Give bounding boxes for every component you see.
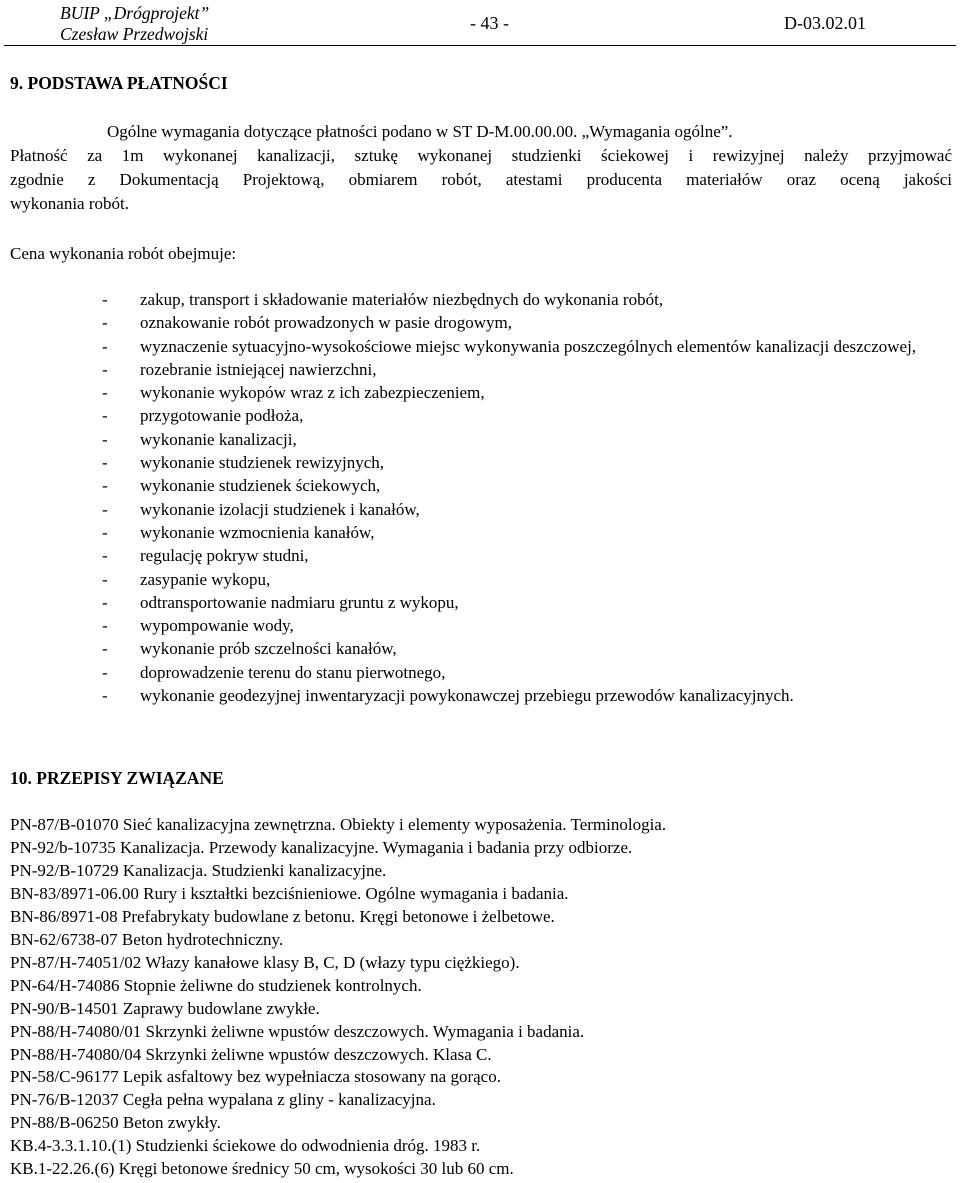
dash-bullet: - — [102, 476, 108, 496]
page-number: - 43 - — [470, 13, 509, 33]
header-author: Czesław Przedwojski — [60, 24, 209, 44]
dash-bullet: - — [102, 639, 108, 659]
standard-ref: KB.1-22.26.(6) Kręgi betonowe średnicy 50 cm, wysokości 30 lub 60 cm. — [10, 1159, 514, 1179]
dash-bullet: - — [102, 429, 108, 449]
standard-ref: BN-62/6738-07 Beton hydrotechniczny. — [10, 929, 284, 949]
dash-bullet: - — [102, 383, 108, 403]
cost-scope-list — [102, 288, 954, 707]
list-item: - oznakowanie robót prowadzonych w pasie drogowym, — [102, 311, 954, 334]
list-item: - rozebranie istniejącej nawierzchni, — [102, 358, 954, 381]
standard-ref: BN-83/8971-06.00 Rury i kształtki bezciśnieniowe. Ogólne wymagania i badania. — [10, 883, 569, 903]
standard-ref: PN-58/C-96177 Lepik asfaltowy bez wypełniacza stosowany na gorąco. — [10, 1067, 501, 1087]
standards-list — [10, 814, 950, 1181]
header-left — [60, 3, 209, 45]
section-9-body — [10, 144, 952, 216]
list-item: - zasypanie wykopu, — [102, 568, 954, 591]
dash-bullet: - — [102, 336, 108, 356]
standard-ref: PN-88/H-74080/04 Skrzynki żeliwne wpustów deszczowych. Klasa C. — [10, 1044, 492, 1064]
dash-bullet: - — [102, 290, 108, 309]
list-item: - odtransportowanie nadmiaru gruntu z wykopu, — [102, 591, 954, 614]
dash-bullet: - — [102, 313, 108, 333]
dash-bullet: - — [102, 569, 108, 589]
dash-bullet: - — [102, 662, 108, 682]
standard-ref: PN-87/H-74051/02 Włazy kanałowe klasy B, C, D (włazy typu ciężkiego). — [10, 952, 520, 972]
dash-bullet: - — [102, 686, 108, 706]
list-item: - wykonanie geodezyjnej inwentaryzacji powykonawczej przebiegu przewodów kanalizacyjnych. — [102, 684, 954, 707]
section-10-title: 10. PRZEPISY ZWIĄZANE — [10, 768, 224, 788]
list-item: - wypompowanie wody, — [102, 614, 954, 637]
list-item: - wykonanie wzmocnienia kanałów, — [102, 521, 954, 544]
dash-bullet: - — [102, 616, 108, 636]
list-item: - wykonanie studzienek ściekowych, — [102, 474, 954, 497]
standard-ref: PN-64/H-74086 Stopnie żeliwne do studzienek kontrolnych. — [10, 975, 422, 995]
list-item: - regulację pokryw studni, — [102, 544, 954, 567]
dash-bullet: - — [102, 453, 108, 473]
section-9-title: 9. PODSTAWA PŁATNOŚCI — [10, 73, 228, 93]
section-9-intro: Ogólne wymagania dotyczące płatności podano w ST D-M.00.00.00. „Wymagania ogólne”. — [107, 122, 733, 141]
header-company: BUIP „Drógprojekt” — [60, 3, 210, 23]
standard-ref: PN-92/b-10735 Kanalizacja. Przewody kanalizacyjne. Wymagania i badania przy odbiorze. — [10, 837, 633, 857]
list-item: - wykonanie wykopów wraz z ich zabezpieczeniem, — [102, 381, 954, 404]
standard-ref: PN-76/B-12037 Cegła pełna wypalana z gliny - kanalizacyjna. — [10, 1090, 436, 1110]
dash-bullet: - — [102, 522, 108, 542]
standard-ref: BN-86/8971-08 Prefabrykaty budowlane z betonu. Kręgi betonowe i żelbetowe. — [10, 906, 555, 926]
list-item: - wyznaczenie sytuacyjno-wysokościowe miejsc wykonywania poszczególnych elementów kanalizacji deszczowej, — [102, 335, 954, 358]
dash-bullet: - — [102, 406, 108, 426]
list-item: - doprowadzenie terenu do stanu pierwotnego, — [102, 661, 954, 684]
standard-ref: PN-90/B-14501 Zaprawy budowlane zwykłe. — [10, 998, 320, 1018]
list-item: - zakup, transport i składowanie materiałów niezbędnych do wykonania robót, — [102, 288, 954, 311]
dash-bullet: - — [102, 546, 108, 566]
header-rule — [4, 45, 956, 46]
list-item: - wykonanie izolacji studzienek i kanałów, — [102, 498, 954, 521]
standard-ref: KB.4-3.3.1.10.(1) Studzienki ściekowe do odwodnienia dróg. 1983 r. — [10, 1136, 481, 1156]
body-line-2: zgodnie z Dokumentacją Projektową, obmiarem robót, atestami producenta materiałów oraz oceną jakości — [10, 170, 952, 189]
spec-code: D-03.02.01 — [784, 13, 866, 33]
standard-ref: PN-92/B-10729 Kanalizacja. Studzienki kanalizacyjne. — [10, 860, 387, 880]
list-item: - wykonanie studzienek rewizyjnych, — [102, 451, 954, 474]
body-line-3: wykonania robót. — [10, 194, 129, 213]
cost-scope-label: Cena wykonania robót obejmuje: — [10, 244, 237, 263]
standard-ref: PN-88/B-06250 Beton zwykły. — [10, 1113, 221, 1133]
page-header — [0, 0, 960, 46]
dash-bullet: - — [102, 499, 108, 519]
list-item: - wykonanie prób szczelności kanałów, — [102, 637, 954, 660]
dash-bullet: - — [102, 592, 108, 612]
standard-ref: PN-88/H-74080/01 Skrzynki żeliwne wpustów deszczowych. Wymagania i badania. — [10, 1021, 585, 1041]
body-line-1: Płatność za 1m wykonanej kanalizacji, sztukę wykonanej studzienki ściekowej i rewizyjnej należy przyjmować — [10, 146, 952, 165]
list-item: - wykonanie kanalizacji, — [102, 428, 954, 451]
dash-bullet: - — [102, 359, 108, 379]
standard-ref: PN-87/B-01070 Sieć kanalizacyjna zewnętrzna. Obiekty i elementy wyposażenia. Terminologia. — [10, 815, 667, 834]
list-item: - przygotowanie podłoża, — [102, 404, 954, 427]
